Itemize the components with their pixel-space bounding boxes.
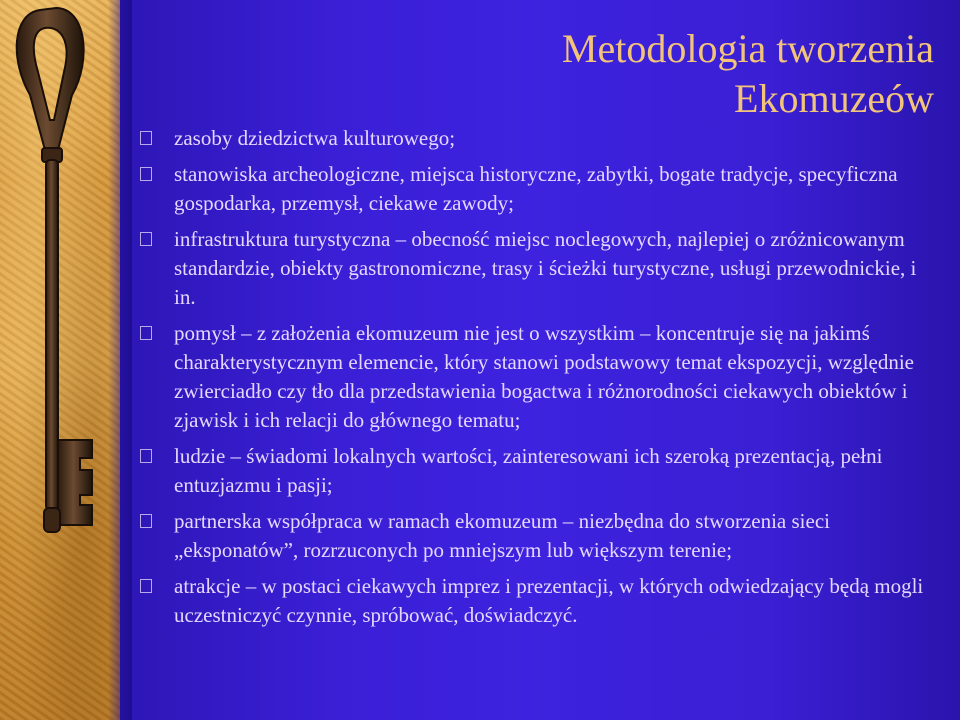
bullet-square-icon [140, 449, 152, 463]
bullet-square-icon [140, 514, 152, 528]
list-item [138, 507, 928, 565]
bullet-text: infrastruktura turystyczna – obecność miejsc noclegowych, najlepiej o zróżnicowanym standardzie, obiekty gastronomiczne, trasy i ścieżki turystyczne, usługi przewodnickie, i in. [174, 227, 917, 309]
bullet-square-icon [140, 167, 152, 181]
list-item [138, 160, 928, 218]
bullet-text: atrakcje – w postaci ciekawych imprez i prezentacji, w których odwiedzający będą mogli uczestniczyć czynnie, spróbować, doświadczyć. [174, 574, 924, 627]
slide-title [234, 24, 934, 124]
old-key-image [0, 0, 120, 720]
bullet-text: partnerska współpraca w ramach ekomuzeum – niezbędna do stworzenia sieci „eksponatów”, rozrzuconych po mniejszym lub większym terenie; [174, 509, 830, 562]
bullet-text: ludzie – świadomi lokalnych wartości, zainteresowani ich szeroką prezentacją, pełni entuzjazmu i pasji; [174, 444, 883, 497]
title-line-1: Metodologia tworzenia [561, 26, 934, 71]
list-item [138, 319, 928, 435]
list-item [138, 124, 928, 153]
bullet-list [138, 124, 928, 637]
bullet-square-icon [140, 232, 152, 246]
bullet-square-icon [140, 326, 152, 340]
list-item [138, 572, 928, 630]
list-item [138, 225, 928, 312]
title-line-2: Ekomuzeów [734, 76, 934, 121]
bullet-text: stanowiska archeologiczne, miejsca historyczne, zabytki, bogate tradycje, specyficzna gospodarka, przemysł, ciekawe zawody; [174, 162, 898, 215]
bullet-text: pomysł – z założenia ekomuzeum nie jest o wszystkim – koncentruje się na jakimś charakterystycznym elemencie, który stanowi podstawowy temat ekspozycji, względnie zwierciadło czy tło dla przedstawienia bogactwa i różnorodności ciekawych obiektów i zjawisk i ich relacji do głównego tematu; [174, 321, 915, 432]
bullet-square-icon [140, 131, 152, 145]
bullet-square-icon [140, 579, 152, 593]
key-icon [0, 0, 120, 720]
list-item [138, 442, 928, 500]
bullet-text: zasoby dziedzictwa kulturowego; [174, 126, 456, 150]
